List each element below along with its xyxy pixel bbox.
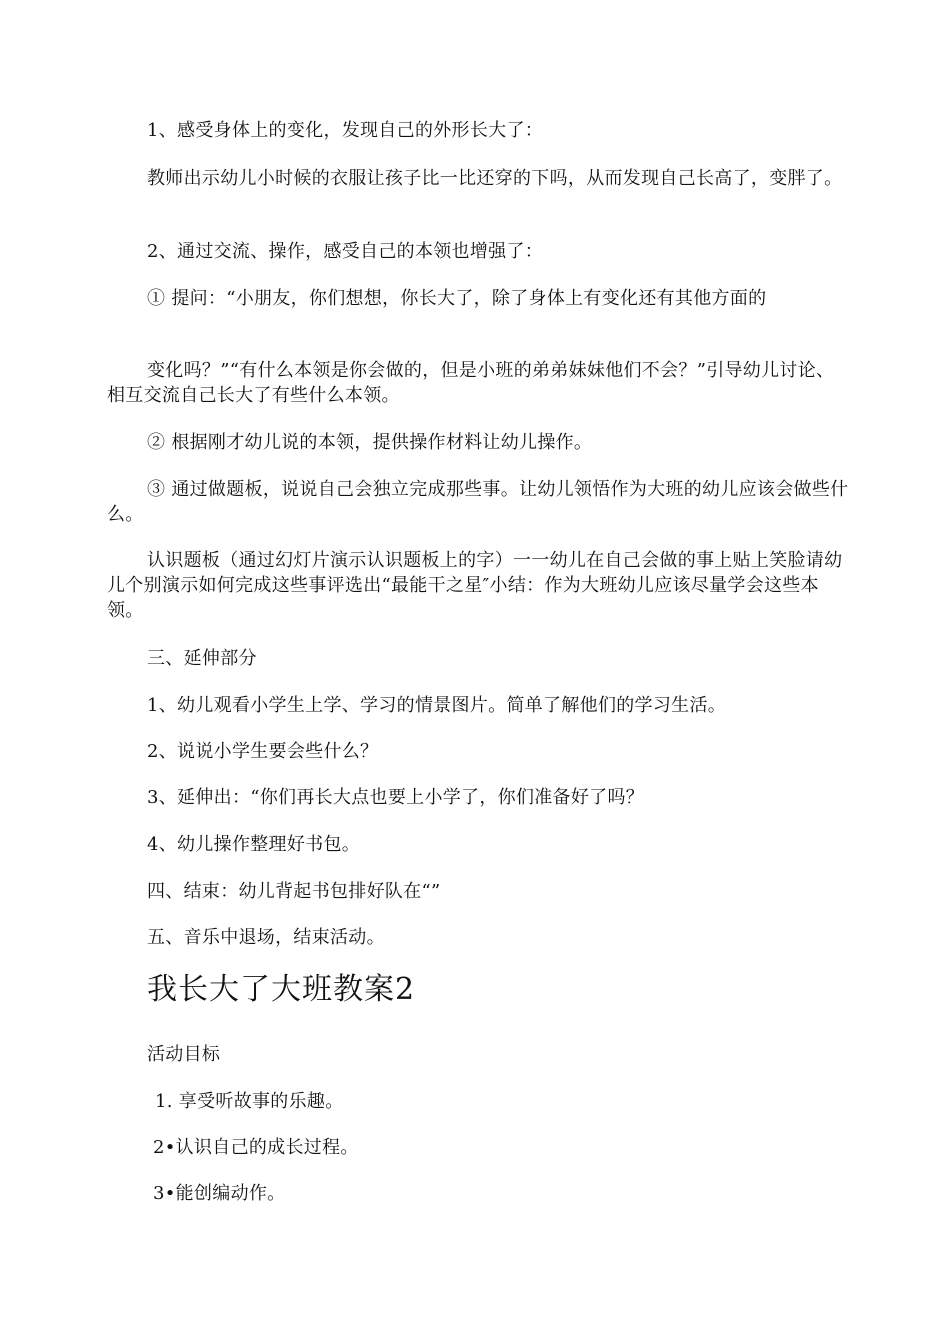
heading-music-exit: 五、音乐中退场，结束活动。 — [147, 927, 385, 948]
paragraph-extension-1: 1、幼儿观看小学生上学、学习的情景图片。简单了解他们的学习生活。 — [147, 695, 727, 716]
paragraph-extension-4: 4、幼儿操作整理好书包。 — [147, 834, 361, 855]
paragraph-body-change: 1、感受身体上的变化，发现自己的外形长大了： — [147, 120, 544, 141]
paragraph-question: ① 提问：“小朋友，你们想想，你长大了，除了身体上有变化还有其他方面的 — [147, 288, 767, 309]
goals-label: 活动目标 — [147, 1044, 221, 1065]
heading-ending: 四、结束：幼儿背起书包排好队在“” — [147, 881, 441, 902]
paragraph-recognize-board: 认识题板（通过幻灯片演示认识题板上的字）一一幼儿在自己会做的事上贴上笑脸请幼儿个别演示如何完成这些事评选出“最能干之星″小结：作为大班幼儿应该尽量学会这些本领。 — [107, 550, 843, 621]
paragraph-changes-discussion: 变化吗？”“有什么本领是你会做的，但是小班的弟弟妹妹他们不会？”引导幼儿讨论、相互交流自己长大了有些什么本领。 — [107, 360, 835, 406]
paragraph-skills-increase: 2、通过交流、操作，感受自己的本领也增强了： — [147, 241, 544, 262]
goal-item-3: 3•能创编动作。 — [153, 1183, 286, 1204]
paragraph-operation-materials: ② 根据刚才幼儿说的本领，提供操作材料让幼儿操作。 — [147, 432, 593, 453]
goal-item-1: 1. 享受听故事的乐趣。 — [155, 1091, 344, 1112]
paragraph-teacher-clothes: 教师出示幼儿小时候的衣服让孩子比一比还穿的下吗，从而发现自己长高了，变胖了。 — [147, 168, 843, 189]
paragraph-extension-3: 3、延伸出：“你们再长大点也要上小学了，你们准备好了吗？ — [147, 787, 645, 808]
section-title: 我长大了大班教案2 — [147, 972, 416, 1007]
goal-item-2: 2•认识自己的成长过程。 — [153, 1137, 359, 1158]
heading-extension: 三、延伸部分 — [147, 648, 257, 669]
paragraph-question-board: ③ 通过做题板，说说自己会独立完成那些事。让幼儿领悟作为大班的幼儿应该会做些什么。 — [107, 479, 849, 525]
paragraph-extension-2: 2、说说小学生要会些什么？ — [147, 741, 379, 762]
